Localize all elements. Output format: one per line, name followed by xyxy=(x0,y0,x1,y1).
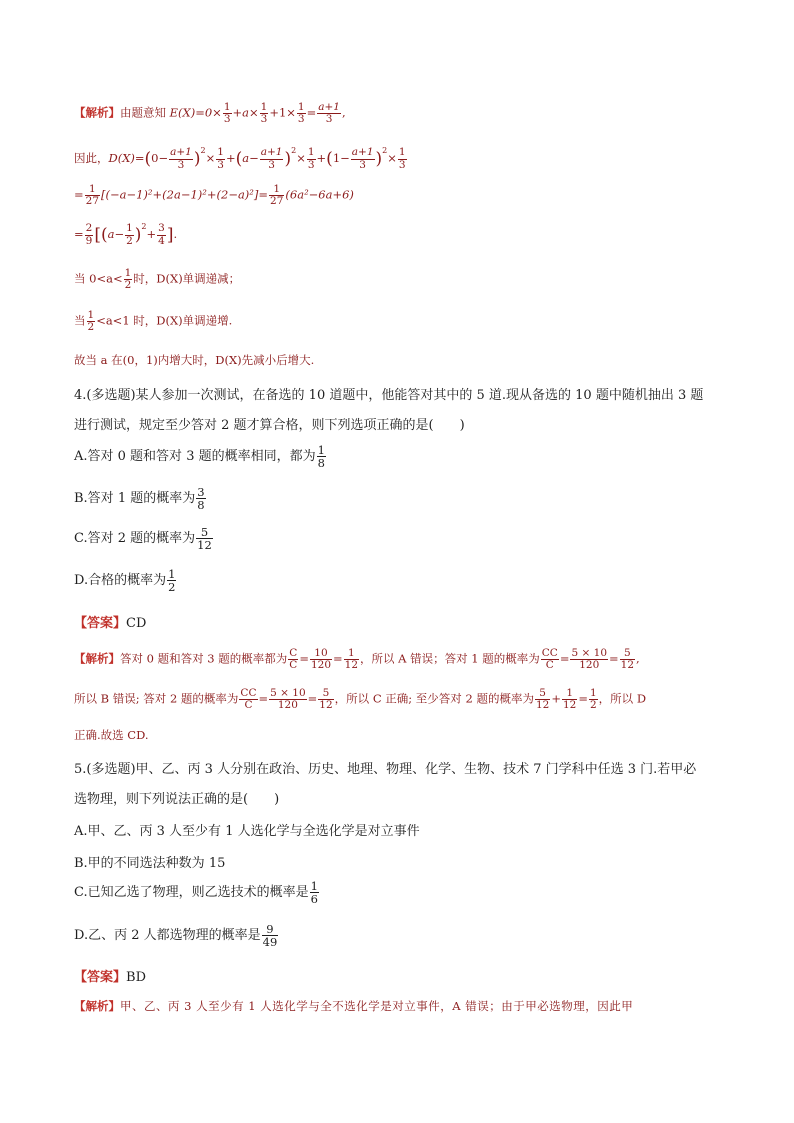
question-4-option-a: A.答对 0 题和答对 3 题的概率相同，都为 $\frac{1}{8}$ xyxy=(74,443,325,471)
fraction: $\frac{a+1}{3}$ xyxy=(170,146,192,171)
solution-line-5: 当 0<a< $\frac{1}{2}$ 时，D(X)单调递减； xyxy=(74,267,241,292)
fraction: $\frac{1}{3}$ xyxy=(398,146,406,171)
fraction: $\frac{a+1}{3}$ xyxy=(260,146,283,171)
question-4-option-d: D.合格的概率为 $\frac{1}{2}$ xyxy=(74,567,176,595)
question-5-option-d: D.乙、丙 2 人都选物理的概率是 $\frac{9}{49}$ xyxy=(74,922,278,950)
fraction: $\frac{1}{3}$ xyxy=(297,101,305,126)
fraction: $\frac{1}{3}$ xyxy=(307,146,315,171)
fraction: $\frac{5}{12}$ xyxy=(620,647,635,672)
fraction: $\frac{CC}{C}$ xyxy=(240,687,257,712)
question-4-analysis-line-2: 所以 B 错误; 答对 2 题的概率为 $\frac{CC}{C}$ = $\frac{5 \times 10}{120}$ = $\frac{5}{12}$ ，所以 C 正确; 至少答对 2 题的概率为 $\frac{5}{12}$ + $\frac{1}{12}$ = $\frac{1}{2}$ ，所以 D xyxy=(74,687,647,712)
question-4-option-b: B.答对 1 题的概率为 $\frac{3}{8}$ xyxy=(74,485,205,513)
fraction: $\frac{3}{4}$ xyxy=(158,222,165,247)
fraction: $\frac{1}{8}$ xyxy=(317,443,325,471)
fraction: $\frac{5 \times 10}{120}$ xyxy=(571,647,607,672)
solution-line-6: 当 $\frac{1}{2}$ <a<1 时，D(X)单调递增. xyxy=(74,309,233,334)
question-4-stem-line-1: 4.(多选题)某人参加一次测试，在备选的 10 道题中，他能答对其中的 5 道.现从备选的 10 题中随机抽出 3 题 xyxy=(74,388,704,403)
fraction: $\frac{5}{12}$ xyxy=(197,525,212,553)
question-5-option-a: A.甲、乙、丙 3 人至少有 1 人选化学与全选化学是对立事件 xyxy=(74,824,420,839)
question-5-option-c: C.已知乙选了物理，则乙选技术的概率是 $\frac{1}{6}$ xyxy=(74,879,318,907)
question-4-option-c: C.答对 2 题的概率为 $\frac{5}{12}$ xyxy=(74,525,212,553)
question-4-answer: 【答案】CD xyxy=(74,616,147,631)
fraction: $\frac{a+1}{3}$ xyxy=(318,101,340,126)
question-4-analysis-line-1: 【解析】答对 0 题和答对 3 题的概率都为 $\frac{C}{C}$ = $\frac{10}{120}$ = $\frac{1}{12}$ ，所以 A 错误；答对 1 题的概率为 $\frac{CC}{C}$ = $\frac{5 \times 10}{120}$ = $\frac{5}{12}$ , xyxy=(74,647,640,672)
solution-line-2: 因此，D(X)=(0− $\frac{a+1}{3}$ )$^2$× $\frac{1}{3}$ +(a− $\frac{a+1}{3}$ )$^2$× $\frac{1}{3}$ +(1− $\frac{a+1}{3}$ )$^2$× $\frac{1}{3}$ xyxy=(74,146,406,171)
solution-line-4: = $\frac{2}{9}$ [(a− $\frac{1}{2}$ )$^2$+ $\frac{3}{4}$ ]. xyxy=(74,222,178,247)
fraction: $\frac{5}{12}$ xyxy=(535,687,550,712)
fraction: $\frac{a+1}{3}$ xyxy=(351,146,374,171)
question-5-answer: 【答案】BD xyxy=(74,970,146,985)
solution-line-1: 【解析】由题意知 E(X)=0× $\frac{1}{3}$ +a× $\frac{1}{3}$ +1× $\frac{1}{3}$ = $\frac{a+1}{3}$ , xyxy=(74,101,346,126)
fraction: $\frac{1}{2}$ xyxy=(87,309,95,334)
fraction: $\frac{CC}{C}$ xyxy=(541,647,558,672)
fraction: $\frac{2}{9}$ xyxy=(85,222,93,247)
question-5-stem-line-2: 选物理，则下列说法正确的是( ) xyxy=(74,792,280,807)
fraction: $\frac{1}{12}$ xyxy=(344,647,359,672)
fraction: $\frac{1}{2}$ xyxy=(589,687,597,712)
answer-label: 【答案】 xyxy=(74,616,127,631)
fraction: $\frac{1}{27}$ xyxy=(270,183,284,208)
fraction: $\frac{1}{2}$ xyxy=(124,267,132,292)
question-5-stem-line-1: 5.(多选题)甲、乙、丙 3 人分别在政治、历史、地理、物理、化学、生物、技术 7 门学科中任选 3 门.若甲必 xyxy=(74,762,697,777)
solution-line-3: = $\frac{1}{27}$ [(−a−1)²+(2a−1)²+(2−a)²]= $\frac{1}{27}$ (6a²−6a+6) xyxy=(74,183,354,208)
fraction: $\frac{1}{27}$ xyxy=(85,183,100,208)
question-4-analysis-line-3: 正确.故选 CD. xyxy=(74,728,149,742)
fraction: $\frac{1}{3}$ xyxy=(217,146,224,171)
analysis-label: 【解析】 xyxy=(74,105,120,120)
fraction: $\frac{1}{3}$ xyxy=(223,101,231,126)
question-5-analysis-line-1: 【解析】甲、乙、丙 3 人至少有 1 人选化学与全不选化学是对立事件，A 错误；由于甲必选物理，因此甲 xyxy=(74,999,634,1013)
fraction: $\frac{5 \times 10}{120}$ xyxy=(270,687,306,712)
fraction: $\frac{C}{C}$ xyxy=(289,647,298,672)
solution-line-7: 故当 a 在(0，1)内增大时，D(X)先减小后增大. xyxy=(74,353,315,367)
fraction: $\frac{3}{8}$ xyxy=(197,485,205,513)
fraction: $\frac{1}{6}$ xyxy=(310,879,318,907)
fraction: $\frac{10}{120}$ xyxy=(310,647,331,672)
fraction: $\frac{9}{49}$ xyxy=(262,922,278,950)
fraction: $\frac{5}{12}$ xyxy=(319,687,333,712)
fraction: $\frac{1}{2}$ xyxy=(126,222,133,247)
question-5-option-b: B.甲的不同选法种数为 15 xyxy=(74,856,226,871)
fraction: $\frac{1}{2}$ xyxy=(168,567,176,595)
fraction: $\frac{1}{3}$ xyxy=(260,101,268,126)
fraction: $\frac{1}{12}$ xyxy=(562,687,577,712)
question-4-stem-line-2: 进行测试，规定至少答对 2 题才算合格，则下列选项正确的是( ) xyxy=(74,418,465,433)
